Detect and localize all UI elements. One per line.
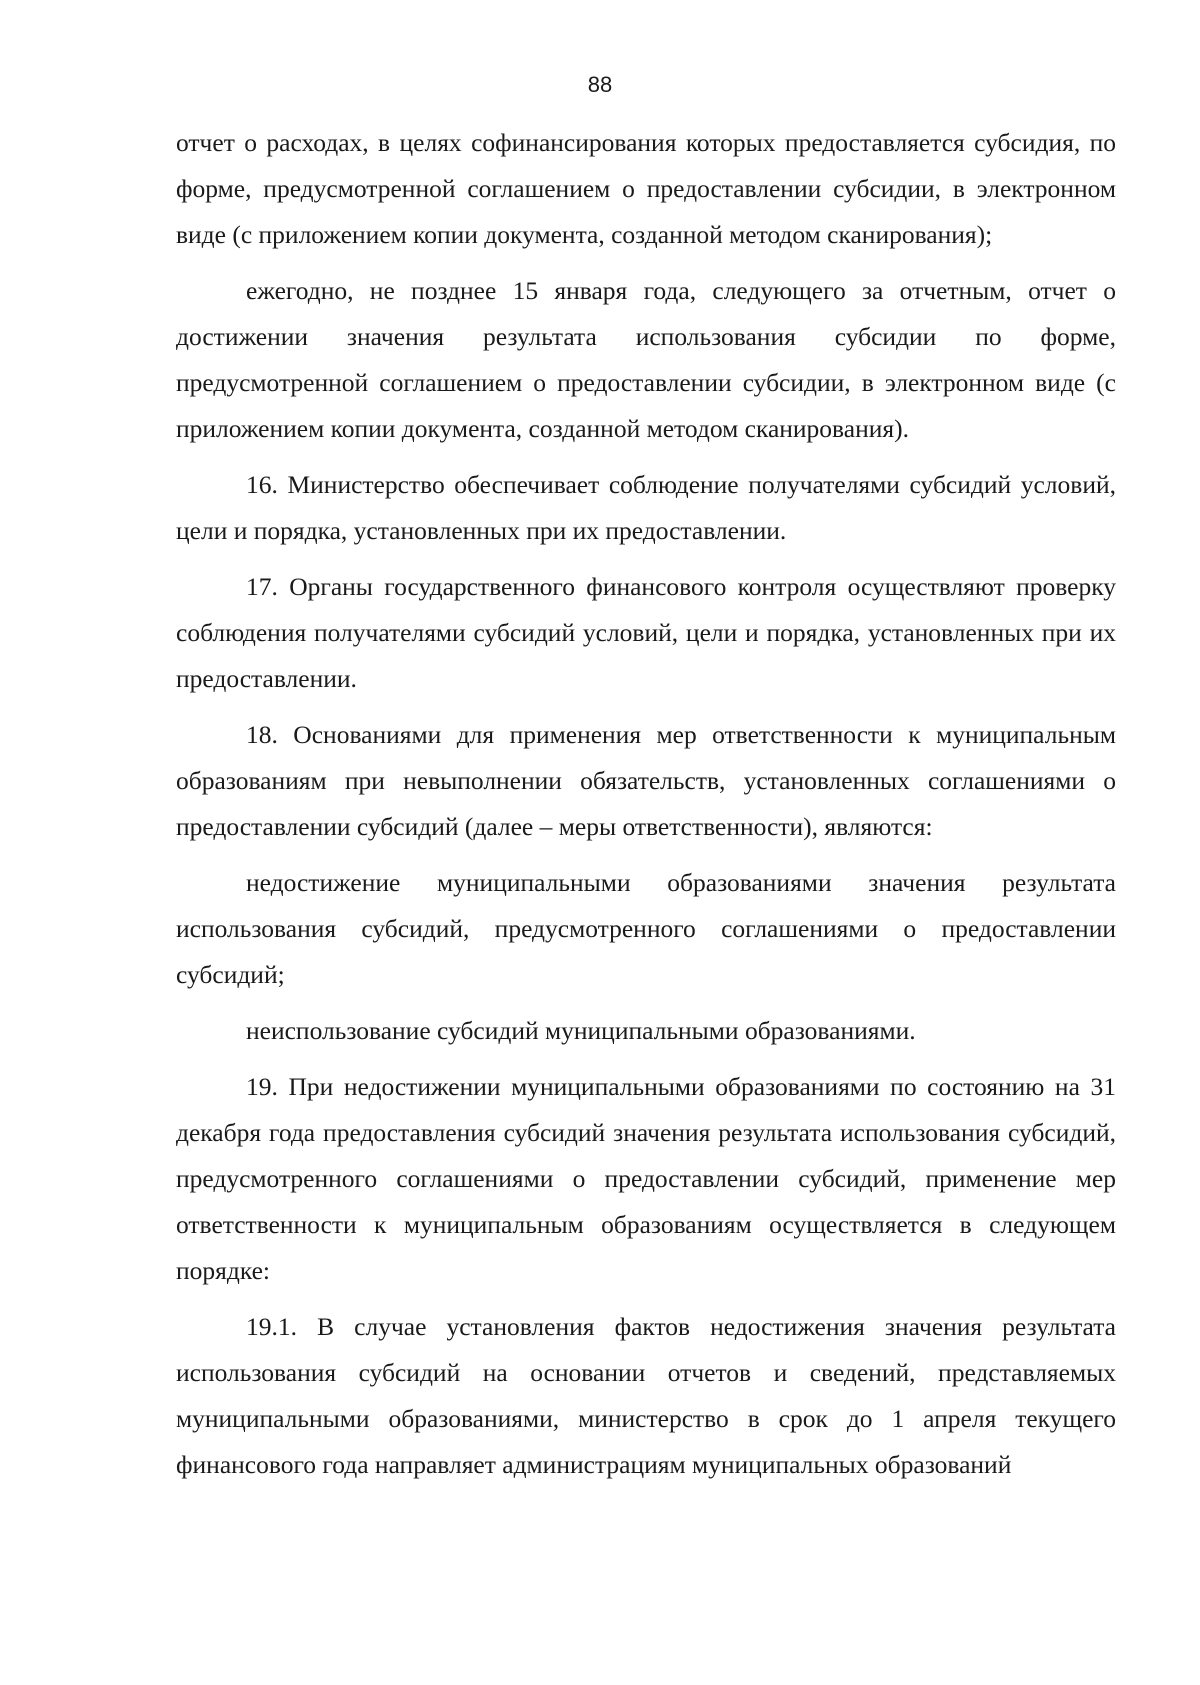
paragraph-19: 19. При недостижении муниципальными образованиями по состоянию на 31 декабря года предоставления субсидий значения результата использования субсидий, предусмотренного соглашениями о предоставлении субсидий, применение мер ответственности к муниципальным образованиям осуществляется в следующем порядке: xyxy=(176,1072,1116,1285)
paragraph-18: 18. Основаниями для применения мер ответственности к муниципальным образованиям при невыполнении обязательств, установленных соглашениями о предоставлении субсидий (далее – меры ответственности), являются: xyxy=(176,720,1116,841)
paragraph-annual-report: ежегодно, не позднее 15 января года, следующего за отчетным, отчет о достижении значения результата использования субсидии по форме, предусмотренной соглашением о предоставлении субсидии, в электронном виде (с приложением копии документа, созданной методом сканирования). xyxy=(176,276,1116,443)
paragraph-17: 17. Органы государственного финансового контроля осуществляют проверку соблюдения получателями субсидий условий, цели и порядка, установленных при их предоставлении. xyxy=(176,572,1116,693)
document-body xyxy=(176,120,1116,1498)
page-number: 88 xyxy=(587,72,613,97)
paragraph-report-expenses: отчет о расходах, в целях софинансирования которых предоставляется субсидия, по форме, предусмотренной соглашением о предоставлении субсидии, в электронном виде (с приложением копии документа, созданной методом сканирования); xyxy=(176,128,1116,249)
paragraph-non-use: неиспользование субсидий муниципальными образованиями. xyxy=(246,1016,916,1045)
paragraph-non-achievement: недостижение муниципальными образованиями значения результата использования субсидий, предусмотренного соглашениями о предоставлении субсидий; xyxy=(176,868,1116,989)
paragraph-19-1: 19.1. В случае установления фактов недостижения значения результата использования субсидий на основании отчетов и сведений, представляемых муниципальными образованиями, министерство в срок до 1 апреля текущего финансового года направляет администрациям муниципальных образований xyxy=(176,1312,1116,1479)
paragraph-16: 16. Министерство обеспечивает соблюдение получателями субсидий условий, цели и порядка, установленных при их предоставлении. xyxy=(176,470,1116,545)
